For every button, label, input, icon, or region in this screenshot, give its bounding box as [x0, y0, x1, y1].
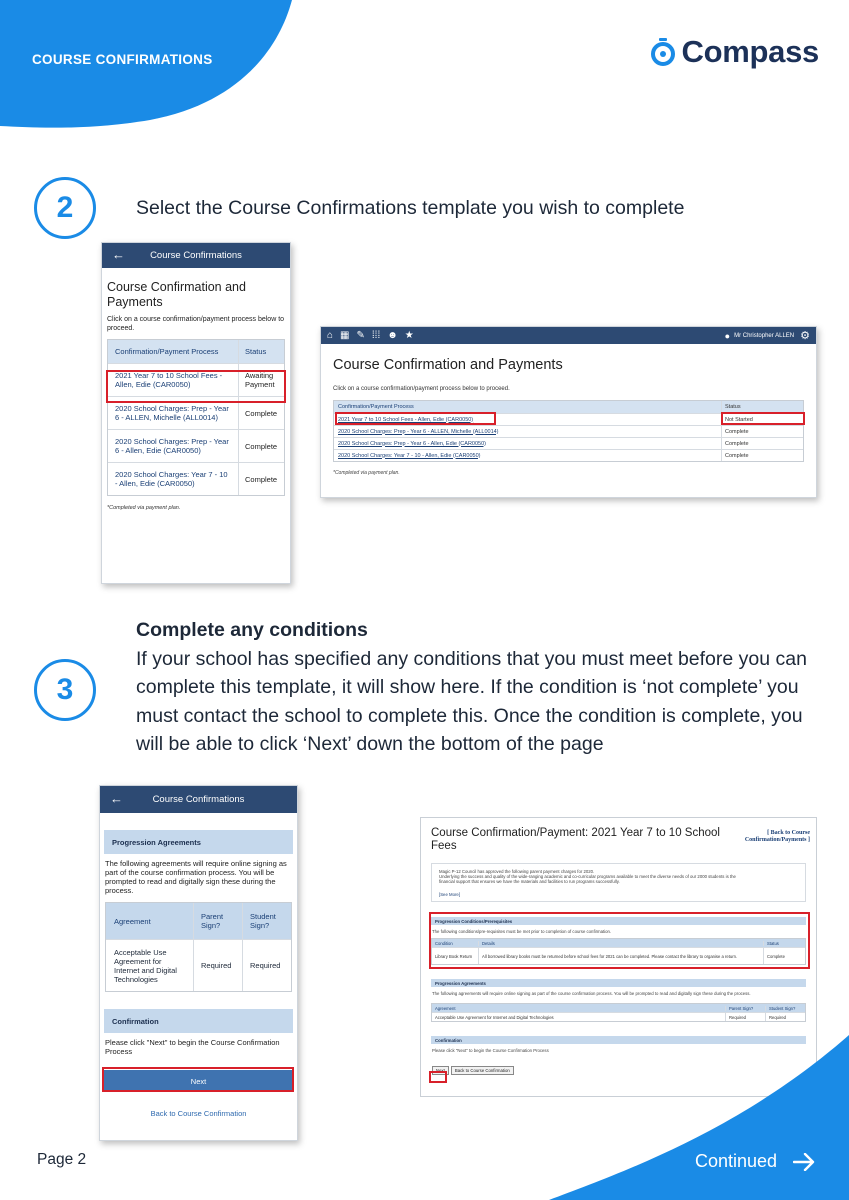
step-3-text — [136, 616, 807, 759]
highlight-box — [429, 1071, 447, 1083]
mobile-course-confirmations-screenshot — [101, 242, 291, 584]
column-header-condition: Condition — [435, 940, 453, 946]
column-header-details: Details — [478, 941, 763, 946]
process-link[interactable]: 2020 School Charges: Prep - Year 6 - ALLEN, Michelle (ALL0014) — [115, 404, 229, 422]
user-menu[interactable] — [725, 331, 794, 341]
step-number-2: 2 — [34, 177, 96, 239]
process-status: Complete — [721, 450, 803, 461]
process-link[interactable]: 2020 School Charges: Prep - Year 6 - Allen, Edie (CAR0050) — [338, 440, 486, 447]
highlight-box — [102, 1067, 294, 1092]
desktop-process-table — [333, 400, 804, 462]
process-link[interactable]: 2021 Year 7 to 10 School Fees - Allen, Edie (CAR0050) — [115, 371, 223, 389]
condition-name: Library Book Return — [435, 953, 473, 959]
highlight-box — [106, 370, 286, 403]
back-to-course-confirmation-link[interactable]: Back to Course Confirmation — [150, 1109, 247, 1118]
condition-status: Complete — [763, 948, 805, 964]
process-link[interactable]: 2020 School Charges: Year 7 - 10 - Allen, Edie (CAR0050) — [115, 470, 228, 488]
gear-icon[interactable]: ⚙ — [800, 330, 810, 342]
compass-logo — [650, 34, 819, 70]
arrow-right-icon — [793, 1153, 815, 1171]
process-link[interactable]: 2020 School Charges: Prep - Year 6 - Allen, Edie (CAR0050) — [115, 437, 229, 455]
parent-sign-status: Required — [193, 940, 242, 991]
highlight-box — [721, 412, 805, 425]
column-header-status: Status — [238, 340, 284, 363]
agreements-table — [105, 902, 292, 992]
confirmation-text: Please click "Next" to begin the Course Confirmation Process — [432, 1048, 549, 1053]
step-number-3: 3 — [34, 659, 96, 721]
agreements-text: The following agreements will require online signing as part of the course confirmation process. You will be prompted to read and digitally sign these during the process. — [432, 991, 751, 996]
column-header-process: Confirmation/Payment Process — [338, 404, 414, 410]
process-status: Complete — [721, 426, 803, 437]
detail-title: Course Confirmation/Payment: 2021 Year 7 to 10 School Fees — [431, 827, 720, 852]
see-more-link[interactable]: [See More] — [439, 891, 461, 897]
intro-line: Underlying the success and quality of the wide-ranging academic and co-curricular programs available to meet the diverse needs of our 2000 students is the — [439, 874, 736, 880]
table-row — [432, 1012, 805, 1021]
process-link[interactable]: 2020 School Charges: Year 7 - 10 - Allen, Edie (CAR0050) — [338, 452, 481, 459]
mobile-app-bar-title: Course Confirmations — [150, 250, 242, 261]
continued-text: Continued — [695, 1151, 778, 1171]
table-row[interactable] — [334, 425, 803, 437]
apps-grid-icon[interactable]: ⁞⁞⁞ — [371, 330, 381, 341]
confirmation-header: Confirmation — [104, 1009, 293, 1033]
process-status: Complete — [238, 397, 284, 429]
table-row[interactable] — [108, 429, 284, 462]
mobile-page-heading: Course Confirmation and Payments — [107, 280, 246, 309]
desktop-page-heading: Course Confirmation and Payments — [333, 357, 563, 373]
process-link[interactable]: 2020 School Charges: Prep - Year 6 - ALLEN, Michelle (ALL0014) — [338, 428, 499, 435]
progression-agreements-header: Progression Agreements — [104, 830, 293, 854]
table-header-row — [108, 340, 284, 363]
column-header-student-sign: Student Sign? — [765, 1006, 805, 1011]
student-sign-status: Required — [765, 1013, 805, 1021]
condition-details: All borrowed library books must be returned before school fees for 2021 can be completed. Please contact the library to organise a return. — [478, 948, 763, 964]
process-status: Awaiting Payment — [238, 364, 284, 396]
progression-agreements-text: The following agreements will require online signing as part of the course confirmation process. You will be prompted to read and digitally sign these during the process. — [105, 859, 287, 895]
next-button[interactable]: Next — [104, 1070, 293, 1092]
back-arrow-icon[interactable]: ← — [112, 247, 125, 262]
mobile-app-bar-title: Course Confirmations — [152, 794, 245, 805]
parent-sign-status: Required — [725, 1013, 765, 1021]
column-header-parent-sign: Parent Sign? — [725, 1006, 765, 1011]
people-icon[interactable]: ☻ — [387, 330, 398, 341]
step-3-line: complete this template, it will show here. If the condition is ‘not complete’ you — [136, 676, 799, 698]
column-header-agreement: Agreement — [114, 916, 151, 926]
footer-swoosh — [549, 1035, 849, 1200]
highlight-box — [429, 912, 810, 969]
back-to-course-confirmation-button[interactable]: Back to Course Confirmation — [451, 1066, 514, 1075]
compass-logo-text: Compass — [681, 34, 819, 69]
mobile-app-bar — [100, 786, 297, 813]
detail-header — [421, 818, 816, 853]
back-to-payments-link[interactable]: [ Back to Course Confirmation/Payments ] — [744, 830, 810, 843]
agreements-header: Progression Agreements — [431, 979, 806, 987]
mobile-instruction: Click on a course confirmation/payment process below to proceed. — [107, 316, 285, 332]
page-number: Page 2 — [37, 1151, 87, 1168]
column-header-parent-sign: Parent Sign? — [193, 903, 242, 939]
intro-box — [431, 863, 806, 902]
process-status: Complete — [721, 438, 803, 449]
table-header-row — [106, 903, 291, 939]
process-status: Complete — [238, 463, 284, 495]
mobile-payment-plan-note: *Completed via payment plan. — [107, 505, 181, 511]
agreement-name: Acceptable Use Agreement for Internet and Digital Technologies — [114, 947, 177, 984]
process-status: Complete — [238, 430, 284, 462]
next-button[interactable]: Next — [432, 1066, 449, 1075]
step-3-line: will be able to click ‘Next’ down the bottom of the page — [136, 733, 604, 755]
column-header-process: Confirmation/Payment Process — [115, 347, 219, 356]
conditions-text: The following conditions/pre-requisites must be met prior to completion of course confirmation. — [432, 929, 612, 934]
column-header-student-sign: Student Sign? — [242, 903, 291, 939]
desktop-nav-bar — [321, 327, 816, 344]
step-3-line: must contact the school to complete this. Once the condition is complete, you — [136, 704, 803, 727]
step-3-heading: Complete any conditions — [136, 619, 368, 641]
confirmation-text: Please click "Next" to begin the Course Confirmation Process — [105, 1038, 280, 1056]
mobile-process-table — [107, 339, 285, 496]
back-arrow-icon[interactable]: ← — [110, 791, 123, 806]
intro-line: financial support that ensures we have the materials and facilities to run programs successfully. — [439, 879, 620, 885]
header-section-label: COURSE CONFIRMATIONS — [32, 52, 213, 67]
compass-logo-icon — [650, 37, 676, 67]
continued-label — [695, 1151, 815, 1172]
column-header-status: Status — [721, 401, 803, 413]
mobile-app-bar — [102, 243, 290, 268]
confirmation-header: Confirmation — [431, 1036, 806, 1044]
desktop-payment-plan-note: *Completed via payment plan. — [333, 470, 400, 476]
intro-line: Magic P-12 Council has approved the following parent payment charges for 2020. — [439, 869, 595, 874]
table-row — [106, 939, 291, 991]
student-sign-status: Required — [242, 940, 291, 991]
step-2-text: Select the Course Confirmations template you wish to complete — [136, 197, 685, 219]
conditions-header: Progression Conditions/Prerequisites — [431, 917, 806, 925]
user-name: Mr Christopher ALLEN — [734, 332, 795, 339]
calendar-icon[interactable]: ▦ — [340, 330, 350, 341]
highlight-box — [335, 412, 496, 425]
table-row[interactable] — [108, 462, 284, 495]
user-icon: ● — [724, 330, 731, 341]
process-status: Not Started — [721, 414, 803, 425]
table-header-row — [432, 1004, 805, 1012]
agreement-name: Acceptable Use Agreement for Internet and Digital Technologies — [435, 1014, 554, 1020]
star-icon[interactable]: ★ — [404, 330, 414, 341]
home-icon[interactable]: ⌂ — [327, 330, 334, 341]
step-3-line: If your school has specified any conditions that you must meet before you can — [136, 647, 807, 670]
agreements-table — [431, 1003, 806, 1022]
process-link[interactable]: 2021 Year 7 to 10 School Fees - Allen, Edie (CAR0050) — [338, 416, 474, 423]
desktop-instruction: Click on a course confirmation/payment process below to proceed. — [333, 386, 510, 392]
column-header-status: Status — [763, 941, 805, 946]
table-row[interactable] — [334, 437, 803, 449]
pencil-icon[interactable]: ✎ — [356, 330, 365, 341]
table-row[interactable] — [334, 449, 803, 461]
column-header-agreement: Agreement — [435, 1005, 456, 1011]
